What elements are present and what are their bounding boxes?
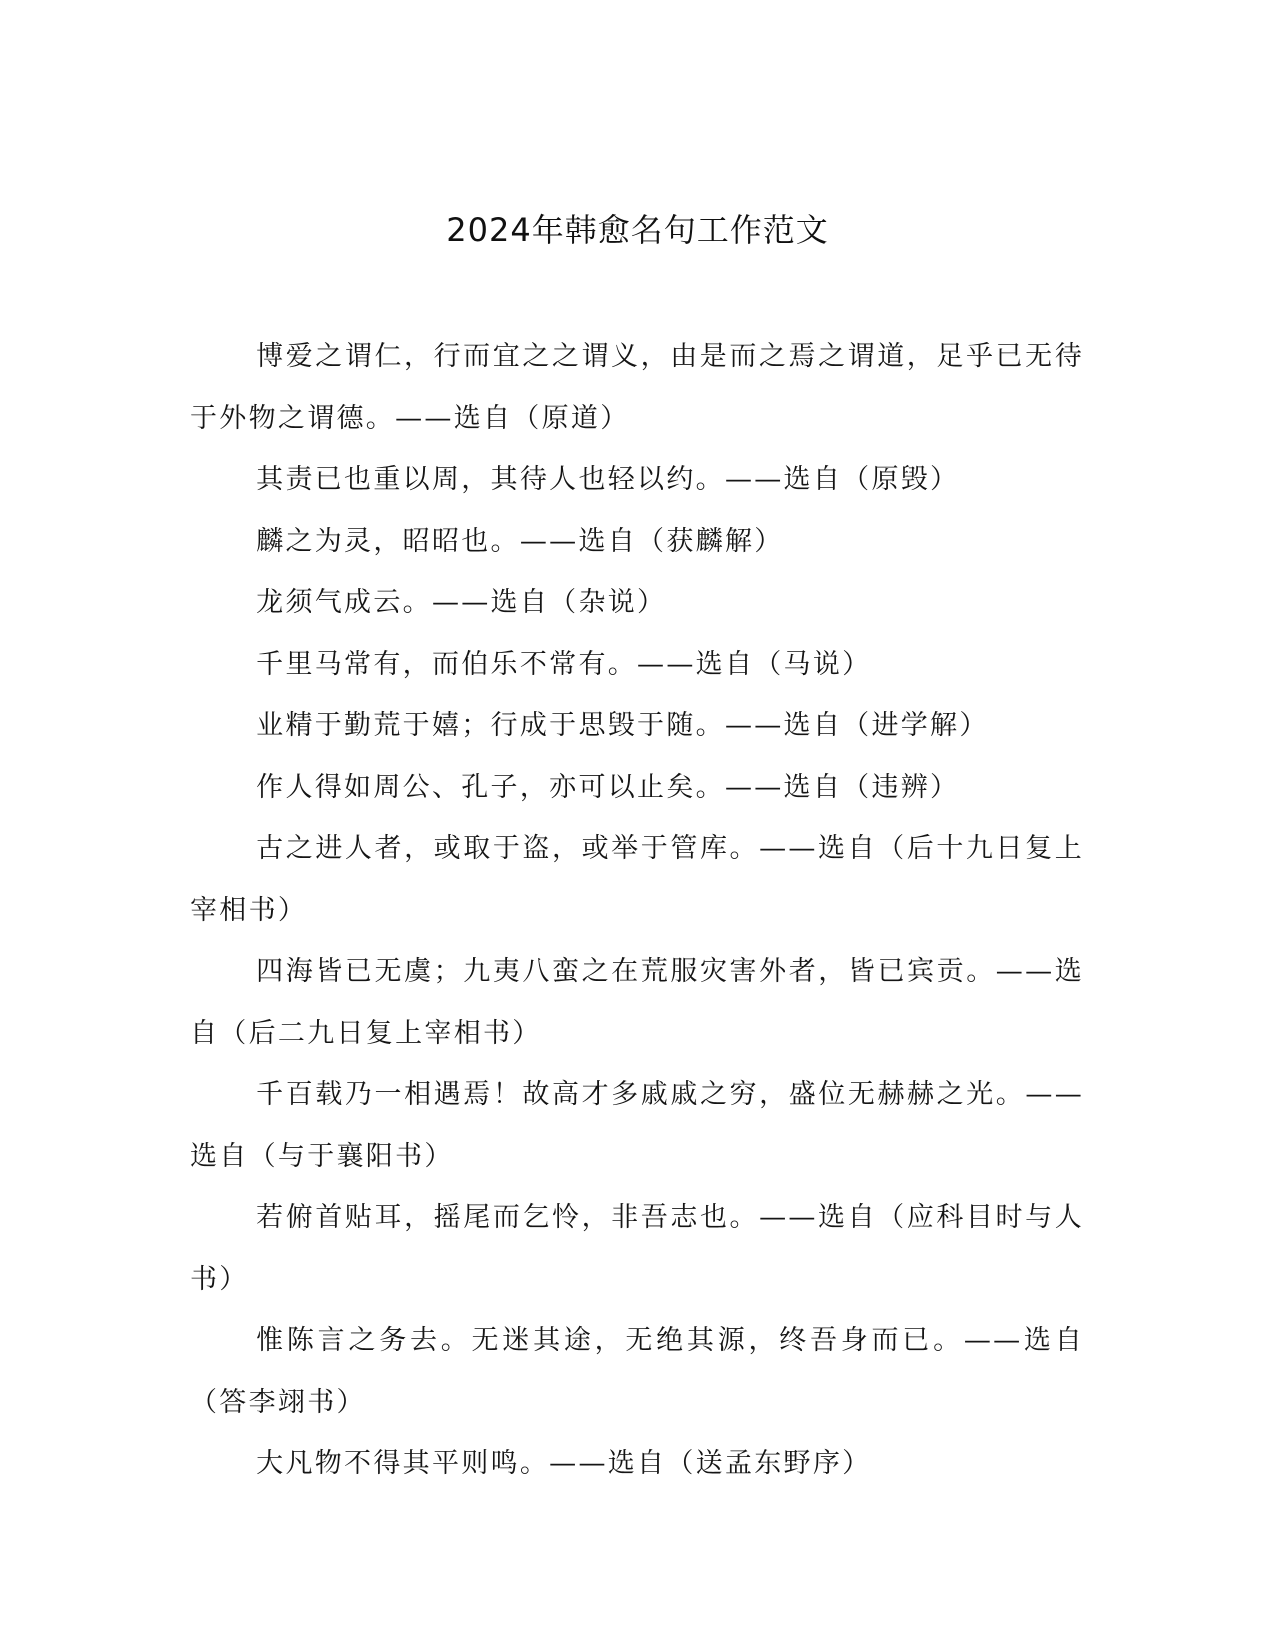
quote-paragraph: 惟陈言之务去。无迷其途，无绝其源，终吾身而已。——选自（答李翊书） [190, 1325, 1084, 1418]
quote-paragraph: 作人得如周公、孔子，亦可以止矣。——选自（违辨） [256, 771, 960, 803]
quote-paragraph: 四海皆已无虞；九夷八蛮之在荒服灾害外者，皆已宾贡。——选自（后二九日复上宰相书） [190, 956, 1084, 1049]
quote-paragraph: 古之进人者，或取于盗，或举于管库。——选自（后十九日复上宰相书） [190, 833, 1084, 926]
quote-paragraph: 麟之为灵，昭昭也。——选自（获麟解） [256, 525, 784, 557]
document-title: 2024年韩愈名句工作范文 [446, 211, 829, 249]
quote-paragraph: 千百载乃一相遇焉！故高才多戚戚之穷，盛位无赫赫之光。——选自（与于襄阳书） [190, 1079, 1084, 1172]
quote-paragraph: 业精于勤荒于嬉；行成于思毁于随。——选自（进学解） [256, 710, 989, 741]
quote-paragraph: 千里马常有，而伯乐不常有。——选自（马说） [256, 648, 872, 680]
quote-paragraph: 龙须气成云。——选自（杂说） [256, 587, 667, 618]
quote-paragraph: 若俯首贴耳，摇尾而乞怜，非吾志也。——选自（应科目时与人书） [190, 1202, 1084, 1295]
quote-paragraph: 其责已也重以周，其待人也轻以约。——选自（原毁） [256, 464, 960, 495]
document-body [190, 326, 1084, 1495]
quote-paragraph: 博爱之谓仁，行而宜之之谓义，由是而之焉之谓道，足乎已无待于外物之谓德。——选自（原道） [190, 341, 1084, 434]
quote-paragraph: 大凡物不得其平则鸣。——选自（送孟东野序） [256, 1448, 872, 1479]
